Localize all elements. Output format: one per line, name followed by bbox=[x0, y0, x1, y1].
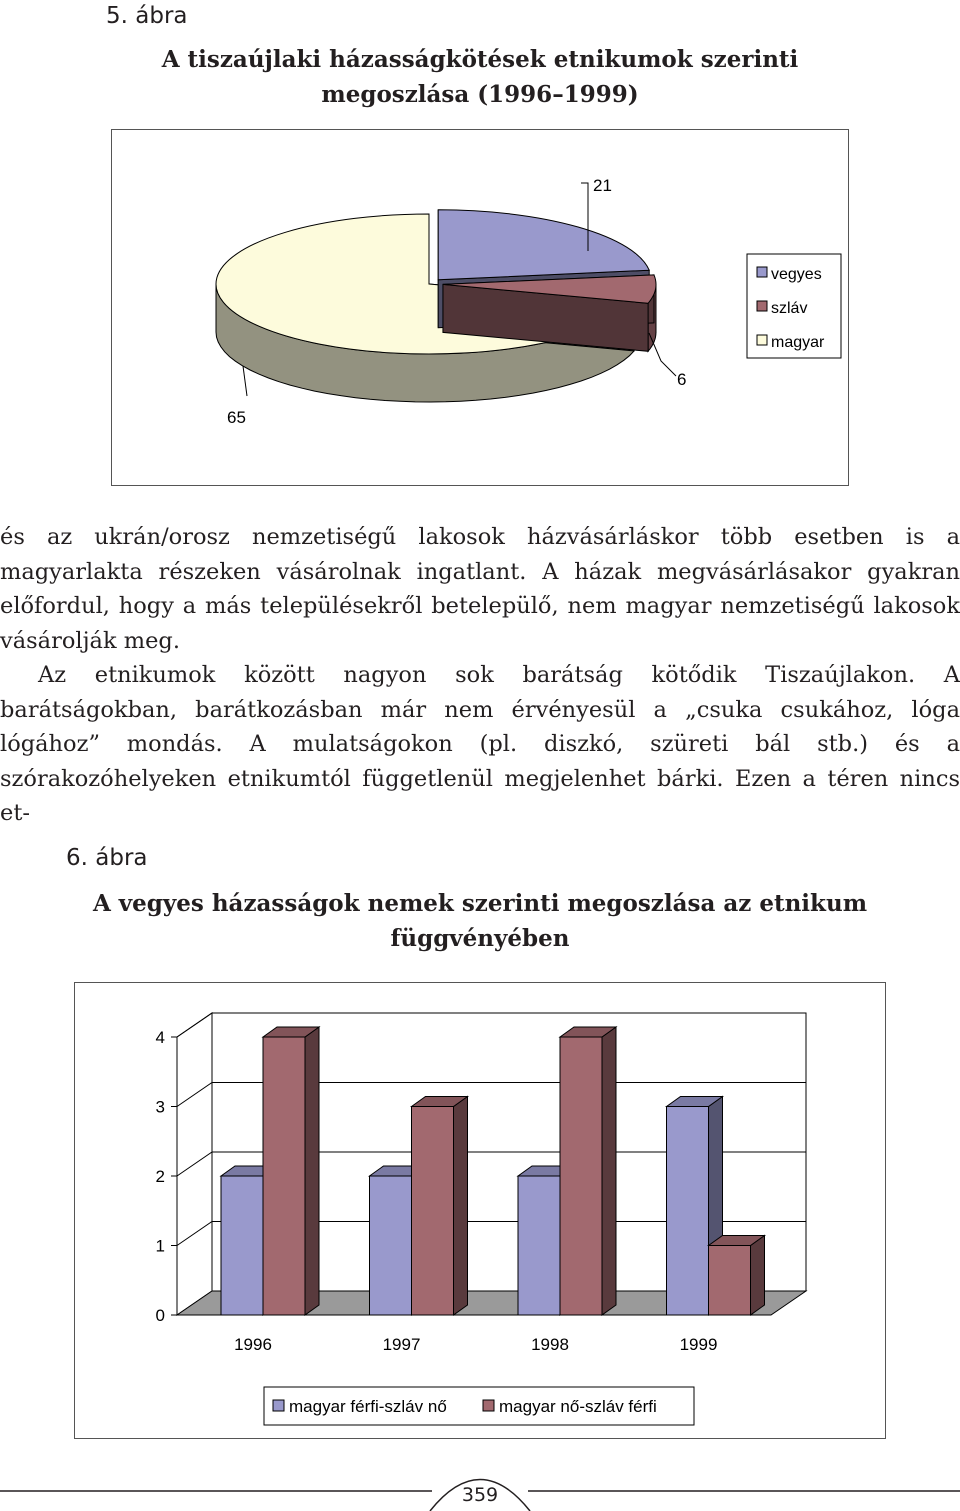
legend-label-series-1: magyar férfi-szláv nő bbox=[289, 1397, 447, 1416]
bar-1999-s2 bbox=[709, 1246, 751, 1316]
legend-label-szlav: szláv bbox=[771, 300, 808, 317]
bar-1997-s2 bbox=[412, 1107, 454, 1316]
xtick-label-1998: 1998 bbox=[531, 1335, 569, 1354]
ytick-label-0: 0 bbox=[155, 1306, 165, 1325]
legend-swatch-series-1 bbox=[273, 1400, 284, 1411]
xtick-label-1997: 1997 bbox=[382, 1335, 421, 1354]
bar-1997-s2-side bbox=[454, 1097, 468, 1316]
bar-1996-s2-side bbox=[305, 1027, 319, 1315]
legend-swatch-magyar bbox=[757, 335, 767, 345]
bar-chart-body bbox=[156, 1013, 806, 1354]
pie-label-vegyes: 21 bbox=[593, 176, 612, 195]
page-number: 359 bbox=[461, 1484, 499, 1506]
bar-1996-s2 bbox=[263, 1037, 305, 1315]
bar-1997-s1 bbox=[370, 1176, 412, 1315]
pie-label-szlav: 6 bbox=[677, 370, 687, 389]
legend-label-vegyes: vegyes bbox=[771, 266, 822, 283]
bar-1999-s2-side bbox=[751, 1236, 765, 1316]
ytick-label-1: 1 bbox=[155, 1236, 165, 1256]
pie-slices bbox=[216, 210, 656, 402]
ytick-label-4: 4 bbox=[155, 1028, 165, 1047]
figure-5-title-line1: A tiszaújlaki házasságkötések etnikumok szerinti bbox=[161, 46, 799, 73]
paragraph-1: és az ukrán/orosz nemzetiségű lakosok házvásárláskor több esetben is a magyarlakta részeken vásárolnak ingatlant. A házak megvásárlásakor gyakran előfordul, hogy a más településekről betelepülő, nem magyar nemzetiségű lakosok vásárolják meg. bbox=[0, 524, 960, 654]
xtick-label-1999: 1999 bbox=[679, 1335, 718, 1354]
legend-label-magyar: magyar bbox=[771, 334, 825, 351]
bar-1996-s1 bbox=[221, 1176, 263, 1315]
pie-label-magyar: 65 bbox=[227, 408, 246, 427]
ytick-label-2: 2 bbox=[155, 1167, 165, 1186]
pie-chart-frame bbox=[111, 129, 849, 486]
figure-6-title-line2: függvényében bbox=[390, 925, 570, 952]
bar-chart-frame bbox=[74, 982, 886, 1439]
legend-swatch-vegyes bbox=[757, 267, 767, 277]
figure-6-label: 6. ábra bbox=[66, 845, 148, 871]
bar-chart bbox=[75, 983, 884, 1437]
pie-slice-vegyes bbox=[438, 210, 649, 280]
bar-1998-s2-side bbox=[602, 1027, 616, 1315]
figure-6-title bbox=[0, 886, 960, 956]
bar-1998-s2 bbox=[560, 1037, 602, 1315]
body-text bbox=[0, 520, 960, 831]
leader-line-magyar bbox=[243, 366, 247, 396]
figure-5-label: 5. ábra bbox=[106, 3, 188, 29]
figure-5-title bbox=[0, 42, 960, 112]
figure-5-title-line2: megoszlása (1996–1999) bbox=[321, 81, 639, 108]
bar-1999-s1 bbox=[667, 1107, 709, 1316]
ytick-label-3: 3 bbox=[155, 1097, 165, 1117]
figure-6-title-line1: A vegyes házasságok nemek szerinti megoszlása az etnikum bbox=[92, 890, 868, 917]
legend-label-series-2: magyar nő-szláv férfi bbox=[499, 1397, 657, 1416]
xtick-label-1996: 1996 bbox=[234, 1335, 272, 1354]
legend-swatch-szlav bbox=[757, 301, 767, 311]
bar-1998-s1 bbox=[518, 1176, 560, 1315]
legend-swatch-series-2 bbox=[483, 1400, 494, 1411]
paragraph-2: Az etnikumok között nagyon sok barátság kötődik Tiszaújlakon. A barátságokban, barátkozásban már nem érvényesül a „csuka csukához, lóga lógához” mondás. A mulatságokon (pl. diszkó, szüreti bál stb.) és a szórakozóhelyeken etnikumtól függetlenül megjelenhet bárki. Ezen a téren nincs et- bbox=[0, 662, 960, 826]
pie-chart bbox=[112, 130, 847, 484]
